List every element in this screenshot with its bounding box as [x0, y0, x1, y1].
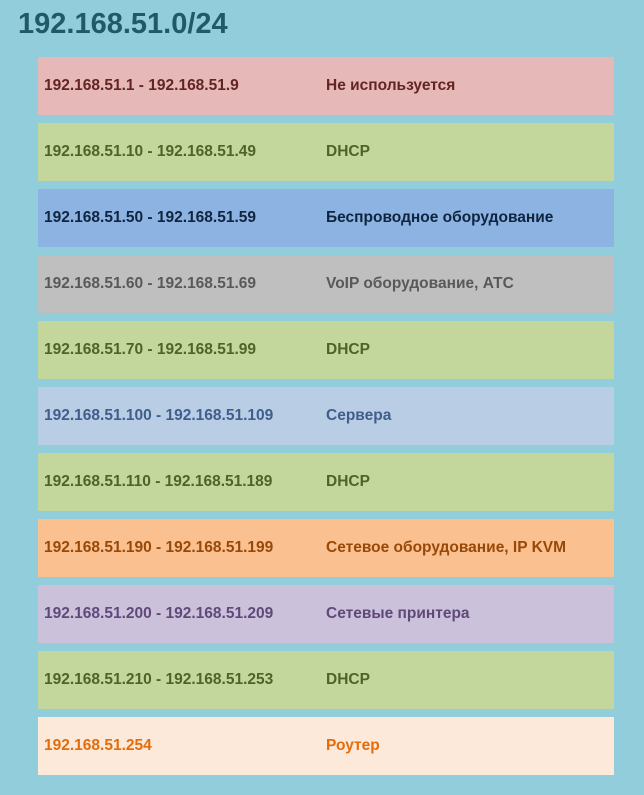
subnet-allocation-list [38, 57, 614, 783]
range-row-network-equipment [38, 519, 614, 577]
range-ip: 192.168.51.110 - 192.168.51.189 [44, 473, 273, 490]
range-row-unused [38, 57, 614, 115]
range-row-dhcp [38, 123, 614, 181]
range-row-servers [38, 387, 614, 445]
range-description: Не используется [326, 77, 456, 94]
range-ip: 192.168.51.254 [44, 737, 152, 754]
range-row-printers [38, 585, 614, 643]
range-ip: 192.168.51.1 - 192.168.51.9 [44, 77, 239, 94]
range-description: Сетевое оборудование, IP KVM [326, 539, 567, 556]
range-row-dhcp [38, 453, 614, 511]
range-row-dhcp [38, 321, 614, 379]
range-description: Беспроводное оборудование [326, 209, 554, 226]
range-description: Сервера [326, 407, 392, 424]
range-description: VoIP оборудование, АТС [326, 275, 514, 292]
range-description: Сетевые принтера [326, 605, 470, 622]
page-title: 192.168.51.0/24 [18, 8, 228, 40]
range-description: DHCP [326, 473, 370, 490]
range-ip: 192.168.51.190 - 192.168.51.199 [44, 539, 274, 556]
range-row-wireless [38, 189, 614, 247]
range-description: DHCP [326, 143, 370, 160]
range-ip: 192.168.51.100 - 192.168.51.109 [44, 407, 274, 424]
range-row-dhcp [38, 651, 614, 709]
range-ip: 192.168.51.50 - 192.168.51.59 [44, 209, 257, 226]
range-description: DHCP [326, 671, 370, 688]
range-ip: 192.168.51.10 - 192.168.51.49 [44, 143, 257, 160]
range-row-router [38, 717, 614, 775]
range-ip: 192.168.51.200 - 192.168.51.209 [44, 605, 274, 622]
range-ip: 192.168.51.60 - 192.168.51.69 [44, 275, 257, 292]
range-description: Роутер [326, 737, 380, 754]
range-ip: 192.168.51.210 - 192.168.51.253 [44, 671, 274, 688]
range-description: DHCP [326, 341, 370, 358]
range-row-voip [38, 255, 614, 313]
range-ip: 192.168.51.70 - 192.168.51.99 [44, 341, 257, 358]
